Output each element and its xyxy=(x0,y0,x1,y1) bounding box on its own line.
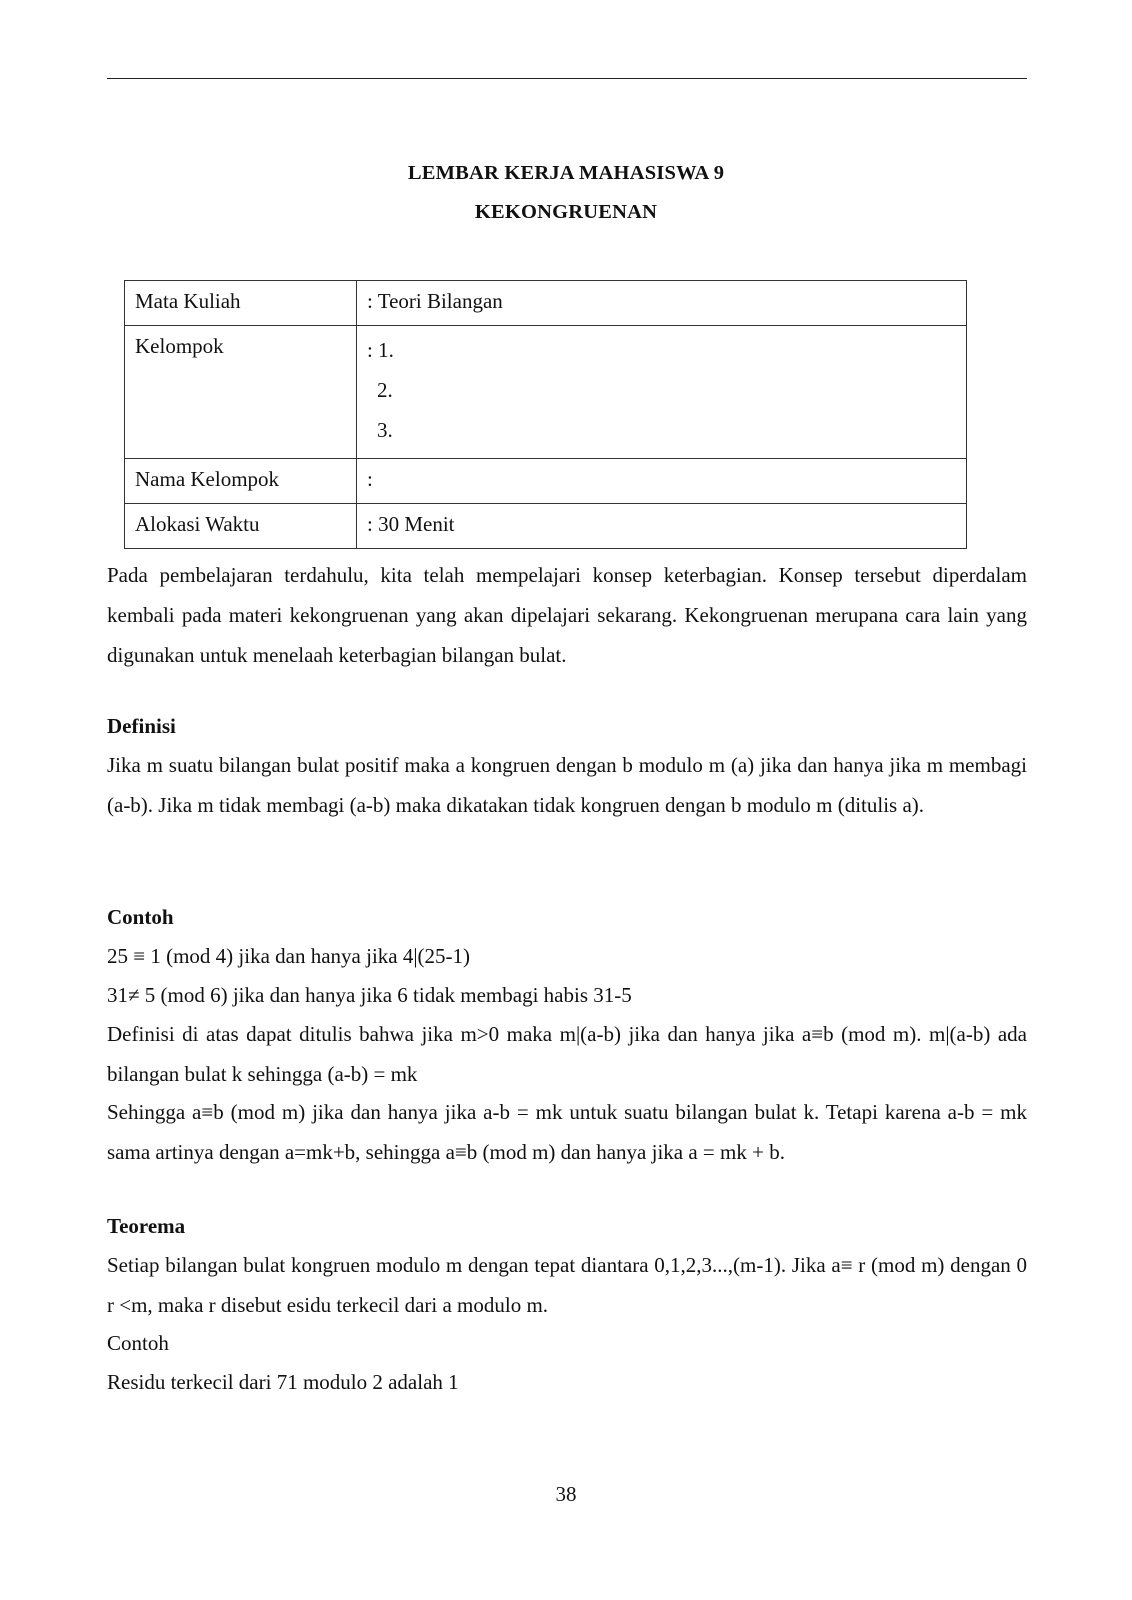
kelompok-value xyxy=(357,326,967,459)
alokasi-waktu-label: Alokasi Waktu xyxy=(125,504,357,549)
alokasi-waktu-value: : 30 Menit xyxy=(357,504,967,549)
table-row xyxy=(125,459,967,504)
definisi-heading: Definisi xyxy=(107,714,176,738)
mata-kuliah-label: Mata Kuliah xyxy=(125,281,357,326)
info-table xyxy=(124,280,967,549)
teorema-paragraph: Setiap bilangan bulat kongruen modulo m dengan tepat diantara 0,1,2,3...,(m-1). Jika a≡ r (mod m) dengan 0 r <m, maka r disebut esidu terkecil dari a modulo m. xyxy=(107,1253,1027,1317)
worksheet-subtitle: KEKONGRUENAN xyxy=(474,201,658,223)
contoh-line-2: 31≠ 5 (mod 6) jika dan hanya jika 6 tidak membagi habis 31-5 xyxy=(107,983,632,1007)
kelompok-member-1: : 1. xyxy=(367,338,394,362)
teorema-heading: Teorema xyxy=(107,1214,186,1238)
contoh-heading: Contoh xyxy=(107,905,174,929)
kelompok-label: Kelompok xyxy=(125,326,357,459)
worksheet-title: LEMBAR KERJA MAHASISWA 9 xyxy=(407,162,725,184)
contoh-paragraph-1: Definisi di atas dapat ditulis bahwa jika m>0 maka m|(a-b) jika dan hanya jika a≡b (mod m). m|(a-b) ada bilangan bulat k sehingga (a-b) = mk xyxy=(107,1022,1027,1086)
teorema-contoh-label: Contoh xyxy=(107,1331,169,1355)
definisi-paragraph: Jika m suatu bilangan bulat positif maka a kongruen dengan b modulo m (a) jika dan hanya jika m membagi (a-b). Jika m tidak membagi (a-b) maka dikatakan tidak kongruen dengan b modulo m (ditulis a). xyxy=(107,753,1027,817)
table-row xyxy=(125,326,967,459)
page-number: 38 xyxy=(555,1482,577,1506)
kelompok-member-3: 3. xyxy=(377,418,393,442)
table-row xyxy=(125,504,967,549)
intro-paragraph: Pada pembelajaran terdahulu, kita telah mempelajari konsep keterbagian. Konsep tersebut diperdalam kembali pada materi kekongruenan yang akan dipelajari sekarang. Kekongruenan merupana cara lain yang digunakan untuk menelaah keterbagian bilangan bulat. xyxy=(107,563,1027,667)
teorema-contoh-text: Residu terkecil dari 71 modulo 2 adalah 1 xyxy=(107,1370,459,1394)
mata-kuliah-value: : Teori Bilangan xyxy=(357,281,967,326)
contoh-paragraph-2: Sehingga a≡b (mod m) jika dan hanya jika a-b = mk untuk suatu bilangan bulat k. Tetapi karena a-b = mk sama artinya dengan a=mk+b, sehingga a≡b (mod m) dan hanya jika a = mk + b. xyxy=(107,1100,1027,1164)
nama-kelompok-label: Nama Kelompok xyxy=(125,459,357,504)
contoh-line-1: 25 ≡ 1 (mod 4) jika dan hanya jika 4|(25-1) xyxy=(107,944,471,968)
kelompok-member-2: 2. xyxy=(377,378,393,402)
nama-kelompok-value: : xyxy=(357,459,967,504)
table-row xyxy=(125,281,967,326)
header-rule xyxy=(107,78,1027,79)
